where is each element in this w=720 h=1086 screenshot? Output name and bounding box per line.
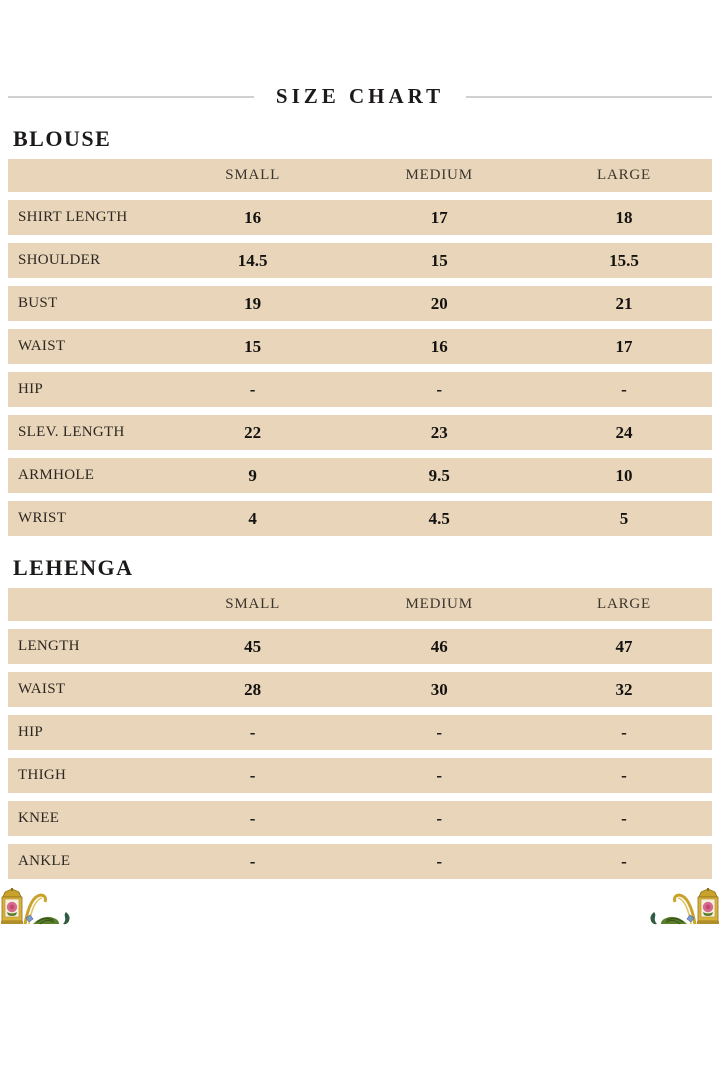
cell-value: 9: [248, 465, 257, 485]
page-title: SIZE CHART: [275, 84, 445, 108]
cell-value: 24: [615, 422, 633, 442]
row-label: WAIST: [18, 681, 66, 697]
cell-value: 15: [430, 250, 448, 270]
row-label: ANKLE: [18, 853, 71, 869]
cell-value: -: [621, 808, 627, 828]
table-header-row: [8, 588, 712, 621]
row-label: KNEE: [18, 810, 60, 826]
table-row-sleeve-length: [8, 415, 712, 450]
table-row-bust: [8, 286, 712, 321]
cell-value: -: [249, 851, 256, 871]
cell-value: 18: [615, 207, 633, 227]
cell-value: 23: [430, 422, 448, 442]
blouse-size-table: [8, 159, 712, 536]
table-row-shoulder: [8, 243, 712, 278]
cell-value: 16: [430, 336, 448, 356]
cell-value: 4: [248, 508, 257, 528]
row-label: SHOULDER: [18, 252, 101, 268]
cell-value: -: [621, 722, 627, 742]
temple-pavilion-ornament-right-icon: [646, 888, 720, 926]
cell-value: -: [436, 808, 443, 828]
row-label: HIP: [18, 724, 44, 740]
cell-value: -: [249, 379, 256, 399]
cell-value: -: [249, 808, 256, 828]
cell-value: 46: [430, 636, 448, 656]
row-label: BUST: [18, 295, 58, 311]
table-row-waist: [8, 329, 712, 364]
cell-value: 4.5: [428, 508, 450, 528]
cell-value: 30: [430, 679, 448, 699]
cell-value: -: [249, 722, 256, 742]
cell-value: -: [436, 851, 443, 871]
table-row-thigh: [8, 758, 712, 793]
row-label: WAIST: [18, 338, 66, 354]
cell-value: 32: [615, 679, 633, 699]
cell-value: 14.5: [237, 250, 268, 270]
row-label: SHIRT LENGTH: [18, 209, 128, 225]
table-row-hip: [8, 715, 712, 750]
temple-pavilion-ornament-left-icon: [0, 888, 74, 926]
column-header-small: SMALL: [225, 596, 281, 612]
blouse-section-heading: BLOUSE: [13, 126, 112, 151]
table-row-armhole: [8, 458, 712, 493]
table-row-length: [8, 629, 712, 664]
table-row-shirt-length: [8, 200, 712, 235]
cell-value: 17: [615, 336, 633, 356]
row-label: SLEV. LENGTH: [18, 424, 125, 440]
cell-value: 10: [615, 465, 633, 485]
cell-value: 16: [244, 207, 262, 227]
row-label: WRIST: [18, 510, 67, 526]
table-row-ankle: [8, 844, 712, 879]
cell-value: -: [436, 765, 443, 785]
table-row-hip: [8, 372, 712, 407]
bottom-ornament-band: [0, 888, 720, 926]
cell-value: -: [249, 765, 256, 785]
row-label: LENGTH: [18, 638, 80, 654]
cell-value: 22: [244, 422, 262, 442]
column-header-large: LARGE: [596, 167, 651, 183]
cell-value: 28: [244, 679, 262, 699]
cell-value: 9.5: [428, 465, 450, 485]
column-header-medium: MEDIUM: [405, 167, 473, 183]
cell-value: 45: [244, 636, 262, 656]
cell-value: -: [436, 379, 443, 399]
cell-value: -: [436, 722, 443, 742]
column-header-medium: MEDIUM: [405, 596, 473, 612]
page-title-band: [8, 84, 712, 109]
cell-value: -: [621, 379, 627, 399]
cell-value: 15.5: [609, 250, 639, 270]
cell-value: 47: [615, 636, 633, 656]
table-row-knee: [8, 801, 712, 836]
cell-value: 19: [244, 293, 262, 313]
column-header-small: SMALL: [225, 167, 281, 183]
cell-value: -: [621, 765, 627, 785]
table-row-wrist: [8, 501, 712, 536]
cell-value: 15: [244, 336, 262, 356]
cell-value: 20: [430, 293, 448, 313]
column-header-large: LARGE: [596, 596, 651, 612]
cell-value: -: [621, 851, 627, 871]
title-rule-right: [466, 96, 712, 98]
lehenga-section-heading: LEHENGA: [13, 555, 134, 580]
table-header-row: [8, 159, 712, 192]
cell-value: 5: [619, 508, 629, 528]
cell-value: 21: [615, 293, 633, 313]
row-label: THIGH: [18, 767, 67, 783]
row-label: HIP: [18, 381, 44, 397]
table-row-waist: [8, 672, 712, 707]
row-label: ARMHOLE: [18, 467, 95, 483]
lehenga-size-table: [8, 588, 712, 879]
cell-value: 17: [430, 207, 448, 227]
title-rule-left: [8, 96, 254, 98]
